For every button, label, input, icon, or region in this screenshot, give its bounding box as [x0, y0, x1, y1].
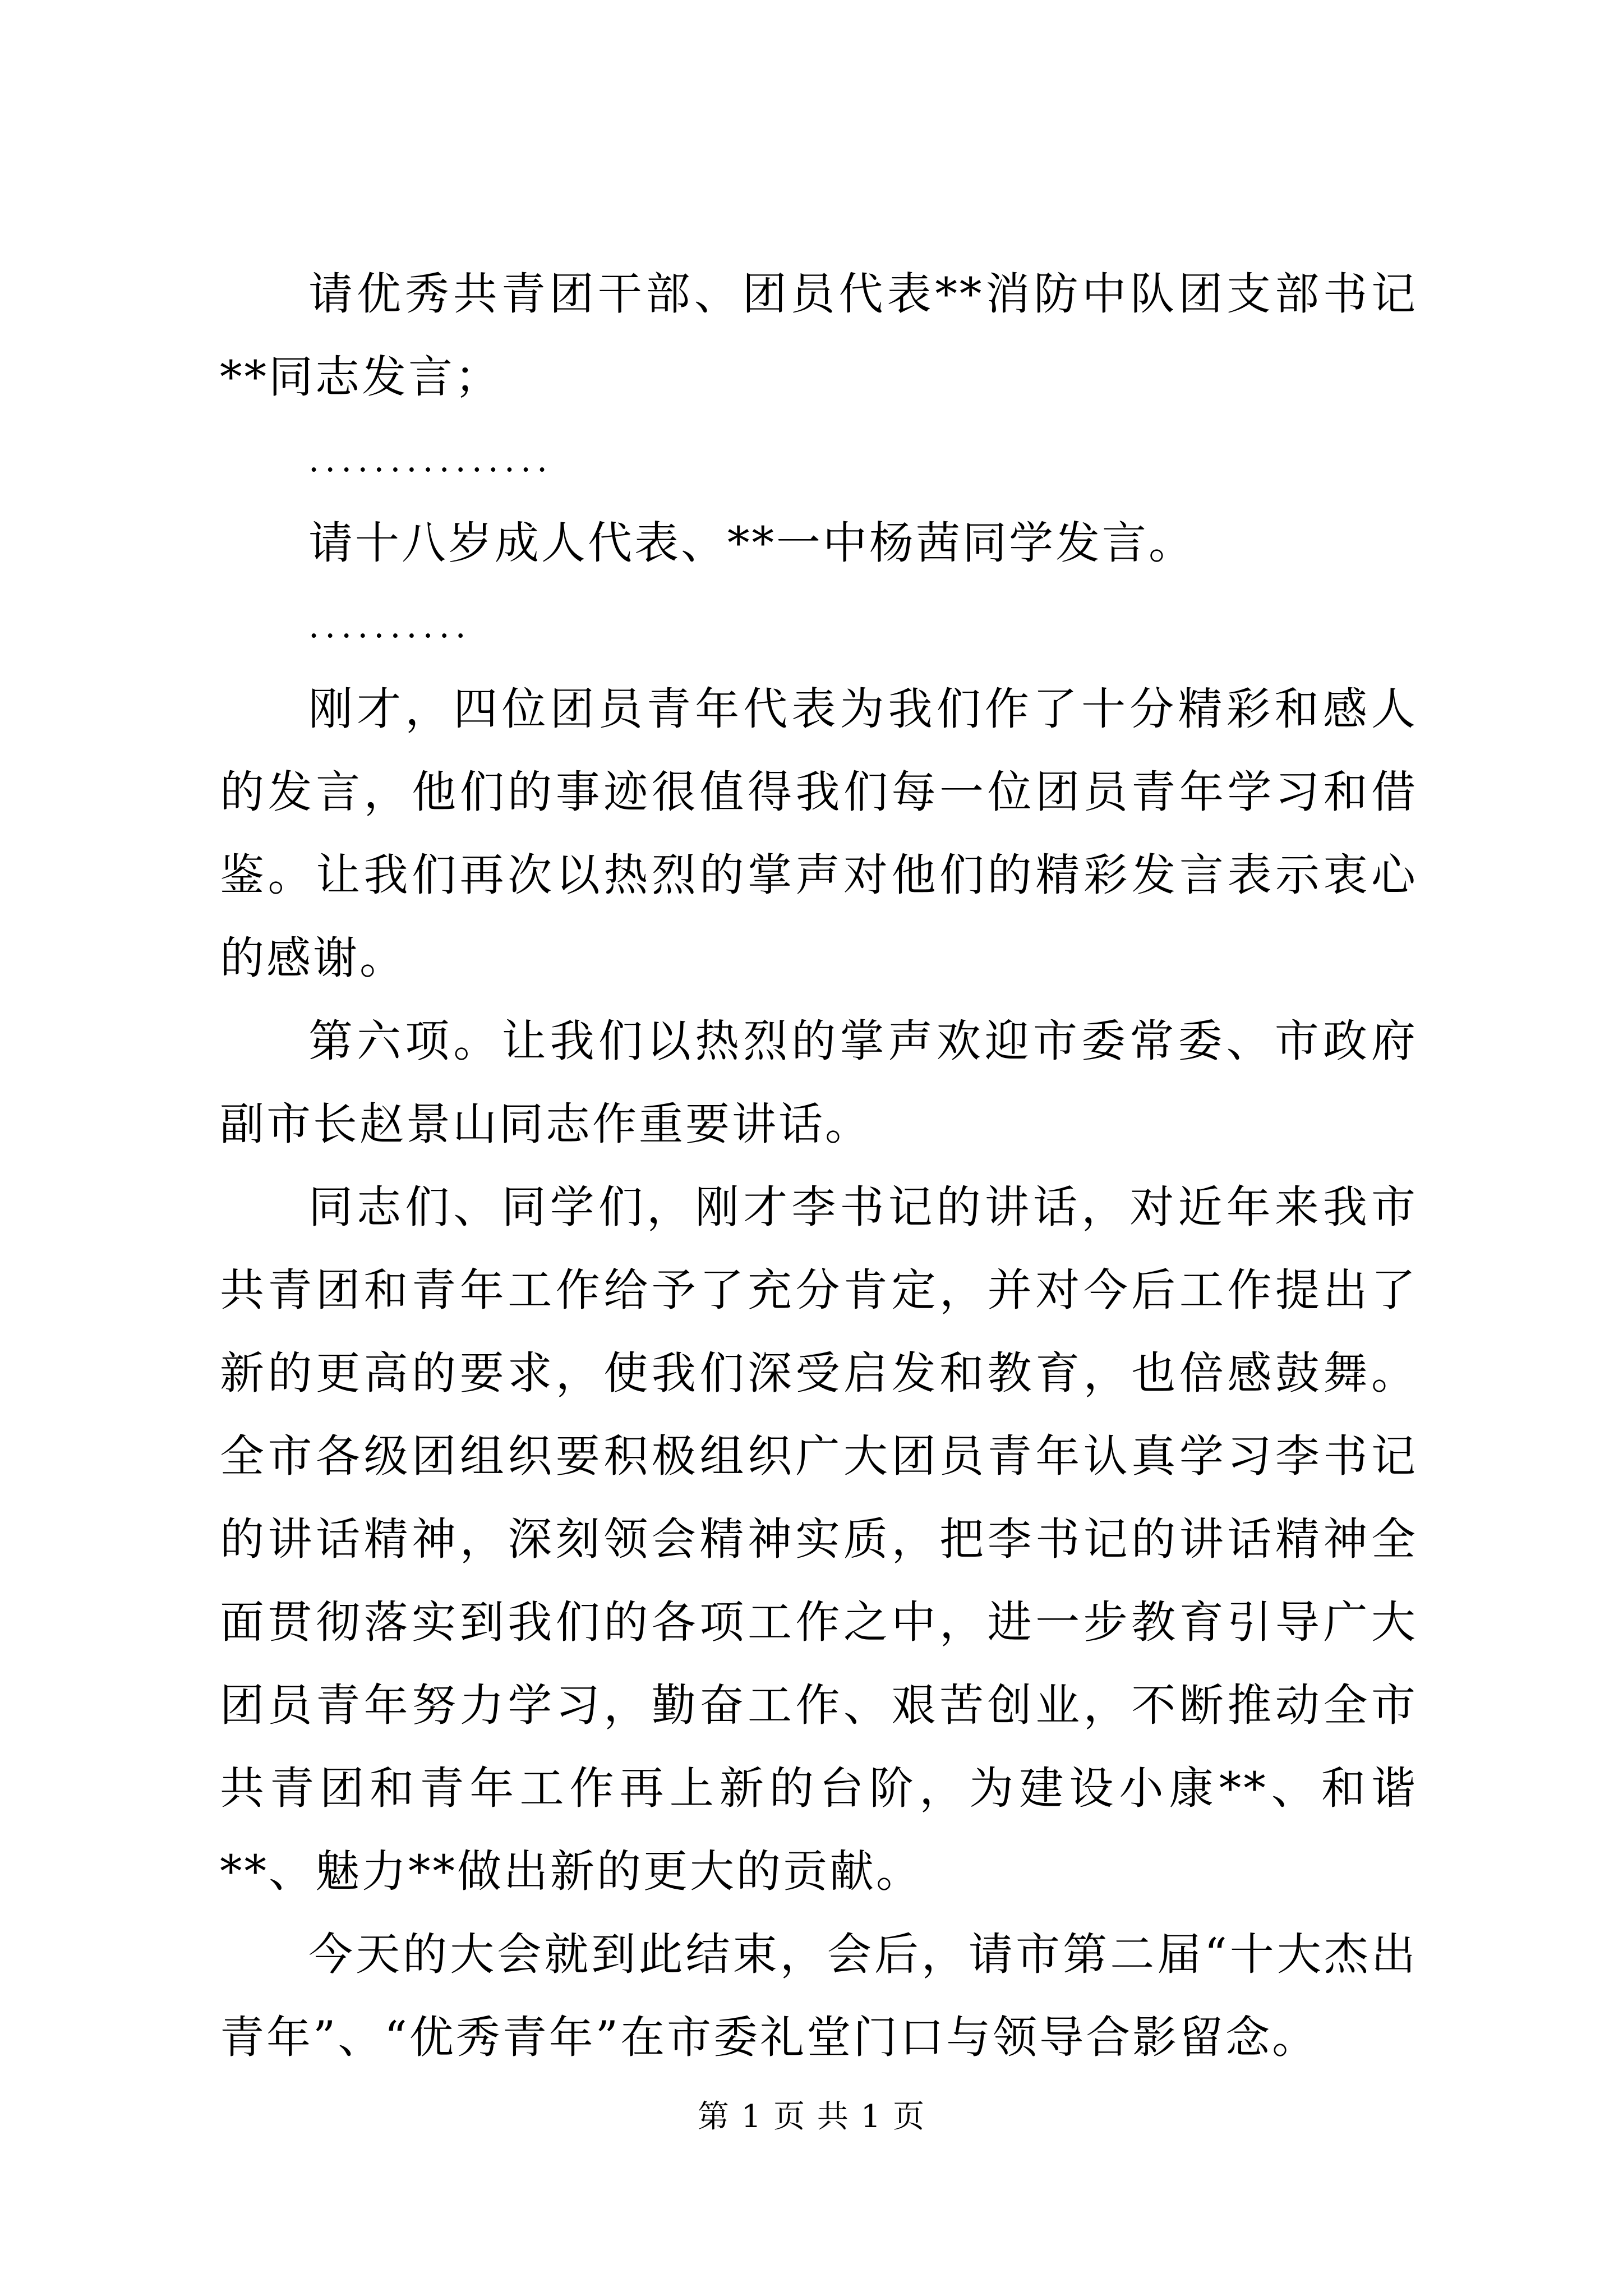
- paragraph-summary: 同志们、同学们，刚才李书记的讲话，对近年来我市共青团和青年工作给予了充分肯定，并对今后工作提出了新的更高的要求，使我们深受启发和教育，也倍感鼓舞。全市各级团组织要积极组织广大团员青年认真学习李书记的讲话精神，深刻领会精神实质，把李书记的讲话精神全面贯彻落实到我们的各项工作之中，进一步教育引导广大团员青年努力学习，勤奋工作、艰苦创业，不断推动全市共青团和青年工作再上新的台阶，为建设小康**、和谐**、魅力**做出新的更大的贡献。: [220, 1181, 1418, 1897]
- page-number-footer: 第 1 页 共 1 页: [697, 2099, 926, 2135]
- ellipsis-separator: ..........: [308, 606, 472, 646]
- paragraph-closing: 今天的大会就到此结束，会后，请市第二届“十大杰出青年”、“优秀青年”在市委礼堂门口与领导合影留念。: [220, 1929, 1418, 2063]
- paragraph-speaker-student: 请十八岁成人代表、**一中杨茜同学发言。: [308, 517, 1195, 569]
- ellipsis-separator: ...............: [308, 440, 554, 480]
- paragraph-speaker-fire-brigade: 请优秀共青团干部、团员代表**消防中队团支部书记**同志发言；: [220, 268, 1418, 403]
- document-body: [220, 252, 1418, 2079]
- paragraph-thanks: 刚才，四位团员青年代表为我们作了十分精彩和感人的发言，他们的事迹很值得我们每一位团员青年学习和借鉴。让我们再次以热烈的掌声对他们的精彩发言表示衷心的感谢。: [220, 683, 1418, 984]
- paragraph-item-six: 第六项。让我们以热烈的掌声欢迎市委常委、市政府副市长赵景山同志作重要讲话。: [220, 1015, 1418, 1150]
